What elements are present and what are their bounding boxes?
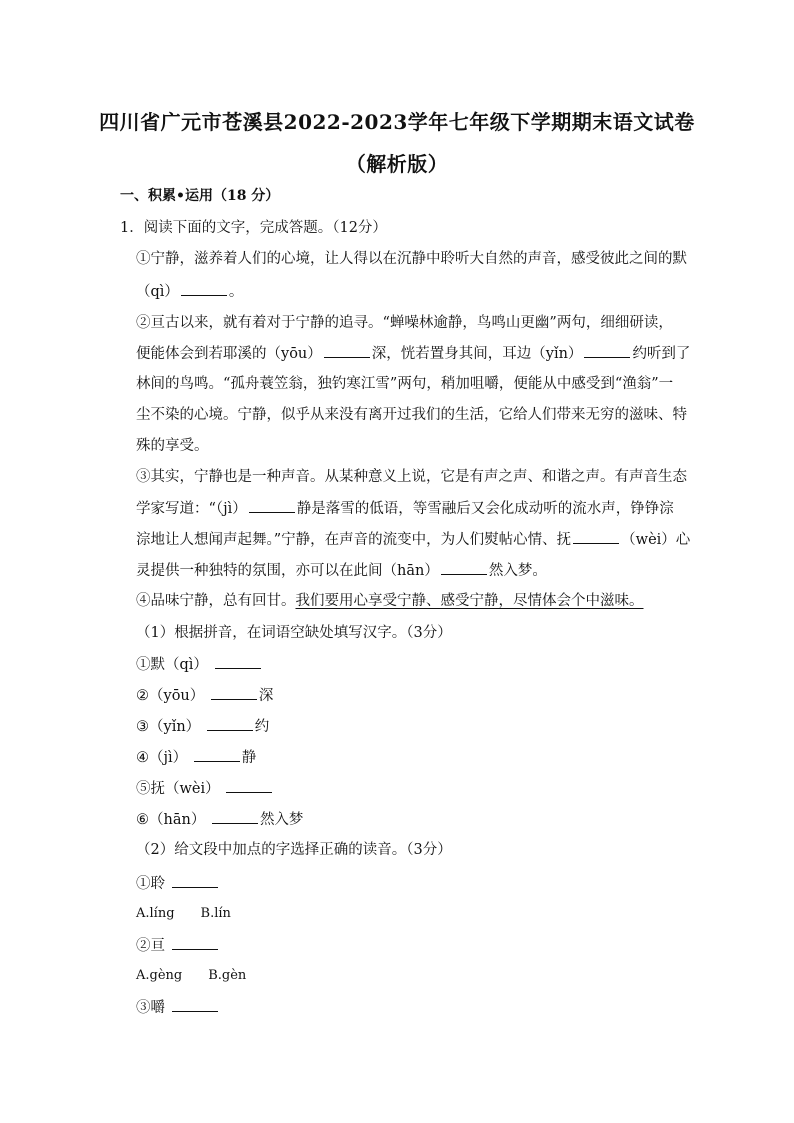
- passage-line: 便能体会到若耶溪的（yōu） 深，恍若置身其间，耳边（yǐn） 约听到了: [136, 343, 690, 364]
- passage-line: ③其实，宁静也是一种声音。从某种意义上说，它是有声之声、和谐之声。有声音生态: [136, 469, 687, 485]
- fill-item: ⑥（hān） 然入梦: [136, 809, 303, 830]
- answer-blank[interactable]: [212, 809, 258, 824]
- fill-item: ④（jì） 静: [136, 747, 256, 768]
- passage-line: 尘不染的心境。宁静，似乎从来没有离开过我们的生活，它给人们带来无穷的滋味、特: [136, 407, 687, 423]
- answer-blank[interactable]: [172, 873, 218, 888]
- fill-item: ②（yōu） 深: [136, 685, 273, 706]
- answer-blank[interactable]: [441, 560, 487, 575]
- answer-blank[interactable]: [211, 685, 257, 700]
- fill-item: ③（yǐn） 约: [136, 716, 269, 737]
- fill-item: ①默（qì）: [136, 654, 263, 675]
- subquestion-stem: （2）给文段中加点的字选择正确的读音。（3分）: [136, 842, 452, 858]
- answer-blank[interactable]: [194, 747, 240, 762]
- question-stem: 1．阅读下面的文字，完成答题。（12分）: [120, 220, 387, 236]
- answer-blank[interactable]: [181, 281, 227, 296]
- answer-blank[interactable]: [324, 343, 370, 358]
- choice-item: ①聆: [136, 873, 220, 894]
- fill-item: ⑤抚（wèi）: [136, 778, 274, 799]
- choice-options: A.gèng B.gèn: [136, 968, 247, 983]
- answer-blank[interactable]: [172, 935, 218, 950]
- subquestion-stem: （1）根据拼音，在词语空缺处填写汉字。（3分）: [136, 625, 452, 641]
- choice-item: ③嚼: [136, 997, 220, 1018]
- passage-line: 灵提供一种独特的氛围，亦可以在此间（hān） 然入梦。: [136, 560, 547, 581]
- choice-options: A.líng B.lín: [136, 906, 231, 921]
- choice-item: ②亘: [136, 935, 220, 956]
- passage-line: 林间的鸟鸣。“孤舟蓑笠翁，独钓寒江雪”两句，稍加咀嚼，便能从中感受到“渔翁”一: [136, 376, 674, 392]
- answer-blank[interactable]: [226, 778, 272, 793]
- answer-blank[interactable]: [215, 654, 261, 669]
- answer-blank[interactable]: [584, 343, 630, 358]
- answer-blank[interactable]: [249, 498, 295, 513]
- passage-line: ④品味宁静，总有回甘。我们要用心享受宁静、感受宁静，尽情体会个中滋味。: [136, 593, 644, 609]
- passage-line: 学家写道：“（jì） 静是落雪的低语，等雪融后又会化成动听的流水声，铮铮淙: [136, 498, 674, 519]
- passage-line: 殊的享受。: [136, 438, 209, 454]
- answer-blank[interactable]: [172, 997, 218, 1012]
- page-subtitle: （解析版）: [345, 152, 449, 176]
- passage-line: 淙地让人想闻声起舞。”宁静，在声音的流变中，为人们熨帖心情、抚 （wèi）心: [136, 529, 690, 550]
- underlined-sentence: 我们要用心享受宁静、感受宁静，尽情体会个中滋味。: [295, 593, 644, 609]
- answer-blank[interactable]: [207, 716, 253, 731]
- page-title: 四川省广元市苍溪县2022-2023学年七年级下学期期末语文试卷: [99, 110, 695, 134]
- passage-line: ①宁静，滋养着人们的心境，让人得以在沉静中聆听大自然的声音，感受彼此之间的默: [136, 251, 687, 267]
- passage-line: （qì） 。: [136, 281, 243, 302]
- passage-line: ②亘古以来，就有着对于宁静的追寻。“蝉噪林逾静，鸟鸣山更幽”两句，细细研读，: [136, 315, 673, 331]
- section-heading: 一、积累•运用（18 分）: [120, 188, 280, 204]
- pinyin-prompt: （qì）: [136, 284, 179, 300]
- answer-blank[interactable]: [573, 529, 619, 544]
